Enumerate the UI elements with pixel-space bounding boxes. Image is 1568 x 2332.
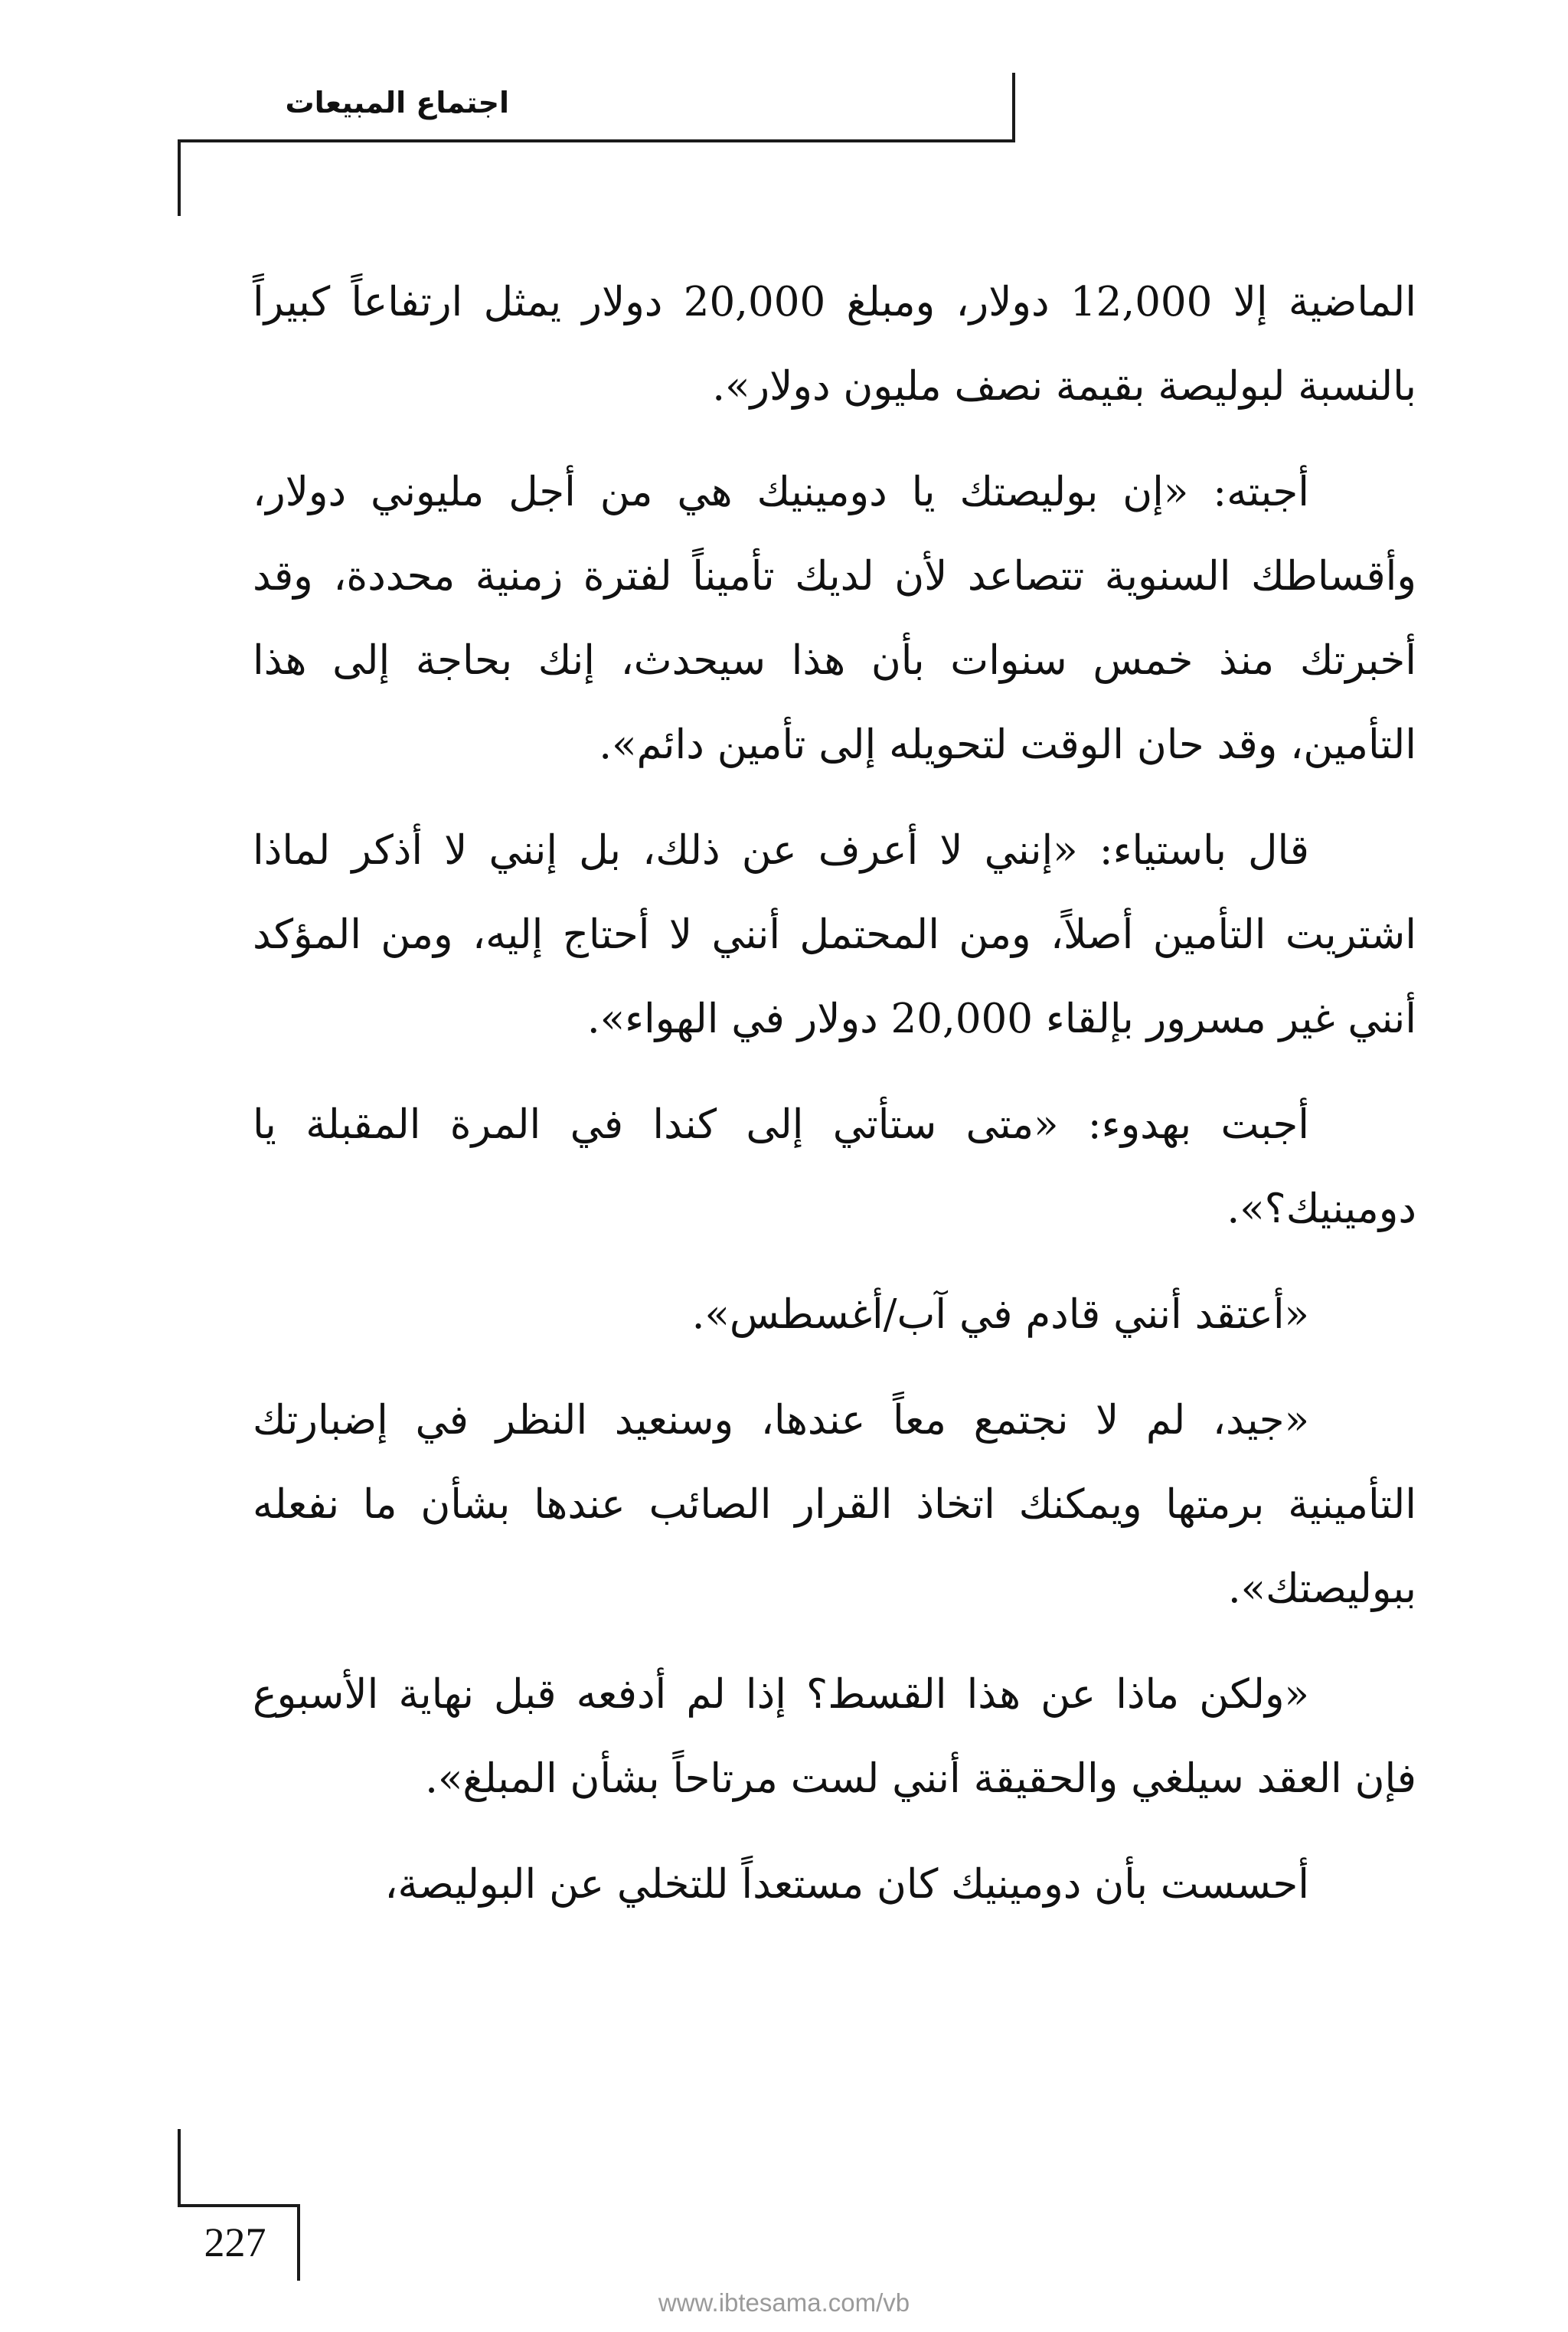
paragraph: «ولكن ماذا عن هذا القسط؟ إذا لم أدفعه قبل نهاية الأسبوع فإن العقد سيلغي والحقيقة أنني لست مرتاحاً بشأن المبلغ». <box>253 1671 1416 1802</box>
paragraph: «جيد، لم لا نجتمع معاً عندها، وسنعيد النظر في إضبارتك التأمينية برمتها ويمكنك اتخاذ القرار الصائب عندها بشأن ما نفعله ببوليصتك». <box>253 1397 1416 1612</box>
header-rule-left-vertical <box>178 139 181 216</box>
header-rule-right-vertical <box>1012 73 1015 142</box>
paragraph: الماضية إلا 12,000 دولار، ومبلغ 20,000 دولار يمثل ارتفاعاً كبيراً بالنسبة لبوليصة بقيمة نصف مليون دولار». <box>253 279 1416 410</box>
paragraph: «أعتقد أنني قادم في آب/أغسطس». <box>691 1291 1309 1338</box>
paragraph: أحسست بأن دومينيك كان مستعداً للتخلي عن البوليصة، <box>384 1861 1309 1908</box>
watermark-text: www.ibtesama.com/vb <box>658 2288 910 2317</box>
paragraph: قال باستياء: «إنني لا أعرف عن ذلك، بل إنني لا أذكر لماذا اشتريت التأمين أصلاً، ومن المحتمل أنني لا أحتاج إليه، ومن المؤكد أنني غير مسرور بإلقاء 20,000 دولار في الهواء». <box>253 827 1416 1042</box>
page-body <box>253 260 1416 1948</box>
footer-rule-left-vertical <box>178 2129 181 2206</box>
footer-rule-right-vertical <box>297 2204 300 2281</box>
paragraph: أجبت بهدوء: «متى ستأتي إلى كندا في المرة المقبلة يا دومينيك؟». <box>253 1101 1416 1232</box>
paragraph: أجبته: «إن بوليصتك يا دومينيك هي من أجل مليوني دولار، وأقساطك السنوية تتصاعد لأن لديك تأميناً لفترة زمنية محددة، وقد أخبرتك منذ خمس سنوات بأن هذا سيحدث، إنك بحاجة إلى هذا التأمين، وقد حان الوقت لتحويله إلى تأمين دائم». <box>253 469 1416 768</box>
running-header-title: اجتماع المبيعات <box>285 86 509 119</box>
footer-rule-horizontal <box>178 2204 300 2207</box>
page-number: 227 <box>204 2219 266 2265</box>
header-rule-horizontal <box>178 139 1015 142</box>
